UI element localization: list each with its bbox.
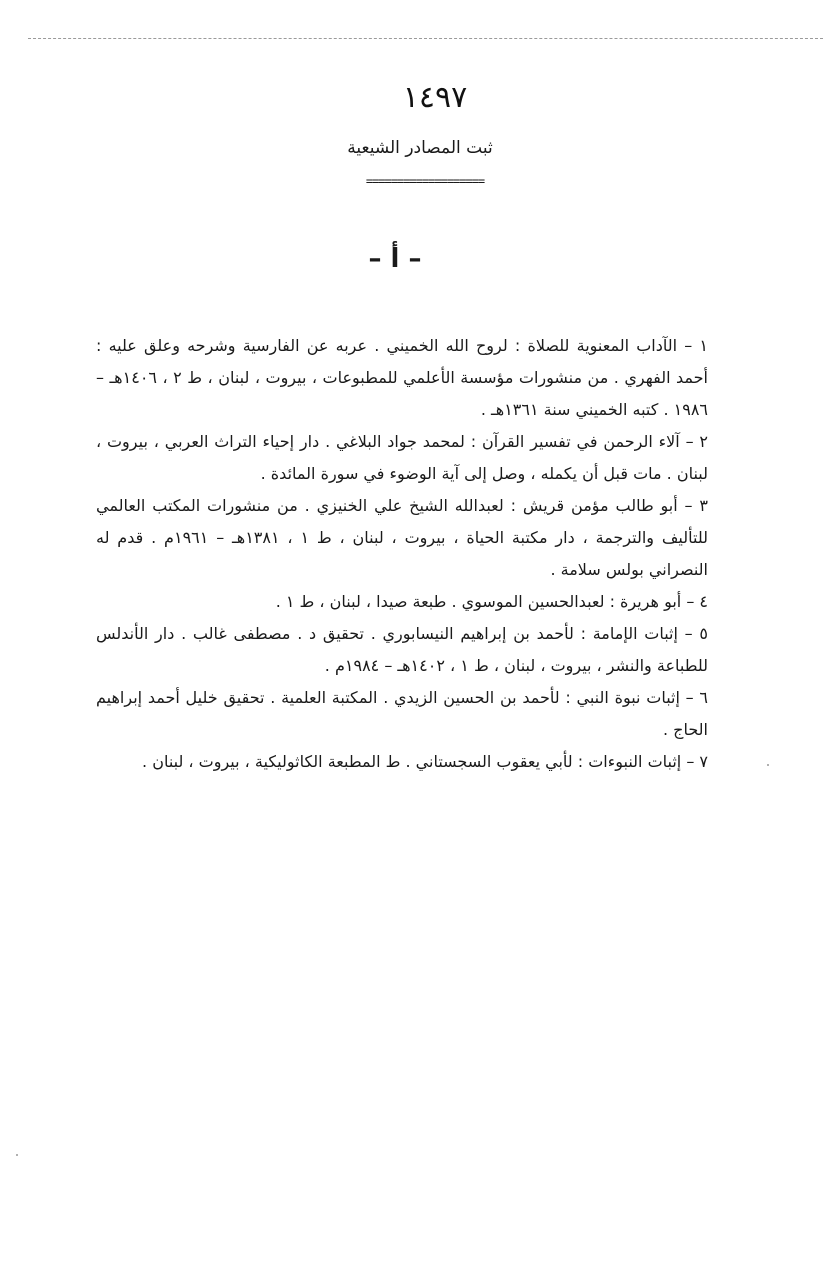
- section-letter: – أ –: [368, 244, 422, 274]
- page-title: ثبت المصادر الشيعية: [347, 138, 493, 158]
- bibliography-entry-2: ٢ – آلاء الرحمن في تفسير القرآن : لمحمد جواد البلاغي . دار إحياء التراث العربي ، بيروت ، لبنان . مات قبل أن يكمله ، وصل إلى آية الوضوء في سورة المائدة .: [96, 432, 708, 483]
- bibliography-list: [96, 330, 708, 778]
- scan-top-edge: [28, 38, 823, 39]
- bibliography-entry-5: ٥ – إثبات الإمامة : لأحمد بن إبراهيم النيسابوري . تحقيق د . مصطفى غالب . دار الأندلس للطباعة والنشر ، بيروت ، لبنان ، ط ١ ، ١٤٠٢هـ – ١٩٨٤م .: [96, 624, 708, 675]
- bibliography-entry-7: ٧ – إثبات النبوءات : لأبي يعقوب السجستاني . ط المطبعة الكاثوليكية ، بيروت ، لبنان .: [142, 752, 708, 771]
- bibliography-entry-1: ١ – الآداب المعنوية للصلاة : لروح الله الخميني . عربه عن الفارسية وشرحه وعلق عليه : أحمد الفهري . من منشورات مؤسسة الأعلمي للمطبوعات ، بيروت ، لبنان ، ط ٢ ، ١٤٠٦هـ – ١٩٨٦ . كتبه الخميني سنة ١٣٦١هـ .: [96, 336, 708, 419]
- scan-speck: [16, 1154, 18, 1156]
- title-underline: ===================: [365, 174, 485, 188]
- bibliography-entry-6: ٦ – إثبات نبوة النبي : لأحمد بن الحسين الزيدي . المكتبة العلمية . تحقيق خليل أحمد إبراهيم الحاج .: [96, 688, 708, 739]
- scan-speck: [767, 764, 769, 766]
- bibliography-entry-3: ٣ – أبو طالب مؤمن قريش : لعبدالله الشيخ علي الخنيزي . من منشورات المكتب العالمي للتأليف والترجمة ، دار مكتبة الحياة ، بيروت ، لبنان ، ط ١ ، ١٣٨١هـ – ١٩٦١م . قدم له النصراني بولس سلامة .: [96, 496, 709, 579]
- bibliography-entry-4: ٤ – أبو هريرة : لعبدالحسين الموسوي . طبعة صيدا ، لبنان ، ط ١ .: [275, 592, 708, 611]
- page-number: ١٤٩٧: [402, 80, 468, 115]
